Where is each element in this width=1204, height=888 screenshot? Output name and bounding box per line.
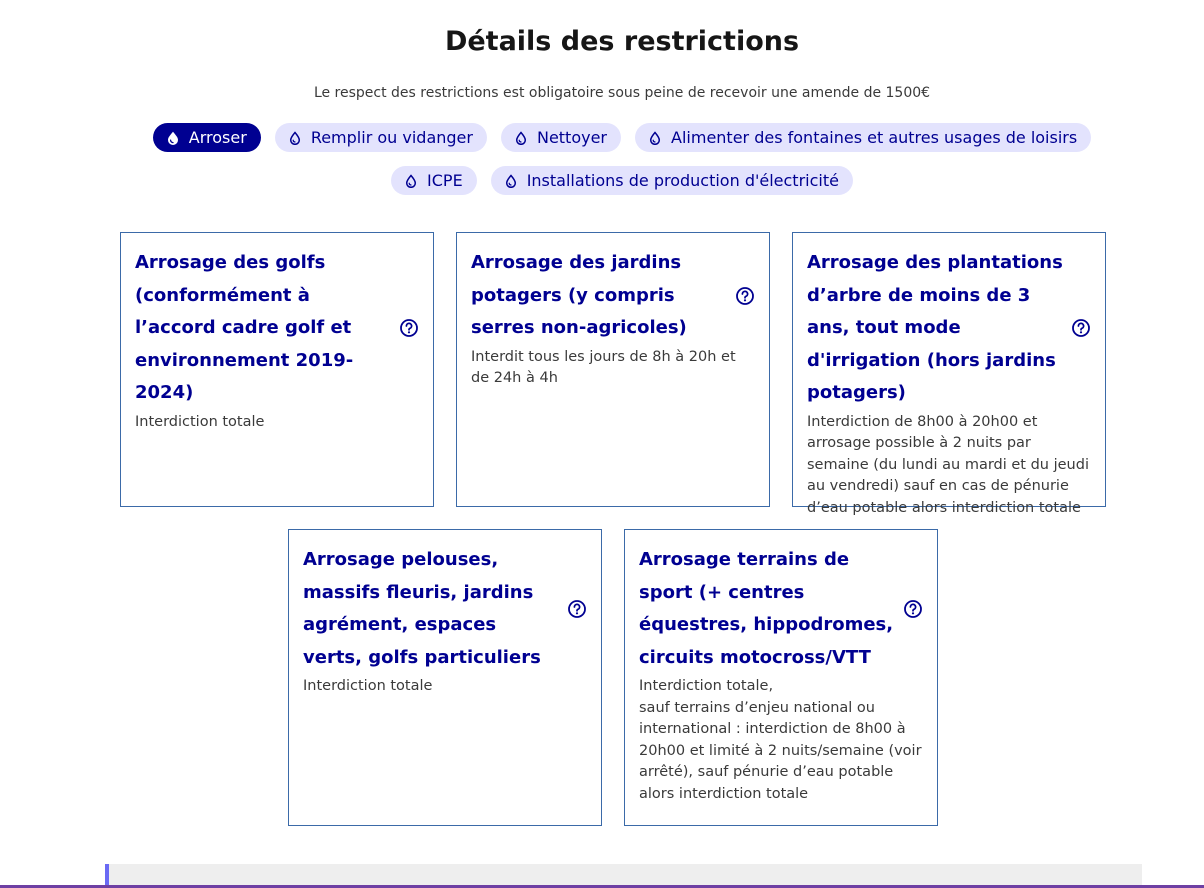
tag-nettoyer[interactable] <box>501 123 621 152</box>
water-drop-icon <box>515 131 527 145</box>
tag-label: Nettoyer <box>536 128 608 147</box>
page-title: Détails des restrictions <box>444 26 800 57</box>
card-title: Arrosage des plantations d’arbre de moins de 3 ans, tout mode d'irrigation (hors jardins potagers) <box>807 252 1063 403</box>
card-description: Interdiction totale <box>135 413 265 430</box>
tag-label: Installations de production d'électricité <box>526 171 839 190</box>
restriction-card-jardins-potagers <box>456 232 770 507</box>
question-circle-icon[interactable] <box>735 286 755 306</box>
restriction-card-pelouses <box>288 529 602 826</box>
question-circle-icon[interactable] <box>1071 318 1091 338</box>
tag-label: ICPE <box>427 171 463 190</box>
page-subtitle: Le respect des restrictions est obligatoire sous peine de recevoir une amende de 1500€ <box>313 85 931 101</box>
restriction-card-terrains-sport <box>624 529 938 826</box>
card-header <box>807 247 1091 410</box>
water-drop-icon <box>405 174 417 188</box>
card-description: Interdiction de 8h00 à 20h00 et arrosage possible à 2 nuits par semaine (du lundi au mardi et du jeudi au vendredi) sauf en cas de pénurie d’eau potable alors interdiction totale <box>807 413 1089 516</box>
card-description: Interdiction totale <box>303 678 433 694</box>
usage-tag-list <box>110 123 1134 195</box>
tag-arroser[interactable] <box>153 123 261 152</box>
card-description-line: Interdiction totale, <box>639 678 774 694</box>
question-circle-icon[interactable] <box>399 318 419 338</box>
question-circle-icon[interactable] <box>903 599 923 619</box>
tag-icpe[interactable] <box>391 166 477 195</box>
tag-label: Arroser <box>188 128 247 147</box>
tag-alimenter-fontaines[interactable] <box>635 123 1091 152</box>
card-header <box>639 544 923 674</box>
card-title: Arrosage des golfs (conformément à l’accord cadre golf et environnement 2019-2024) <box>135 252 354 403</box>
restriction-card-plantations <box>792 232 1106 516</box>
card-description <box>639 676 923 805</box>
card-description-line: sauf terrains d’enjeu national ou international : interdiction de 8h00 à 20h00 et limité à 2 nuits/semaine (voir arrêté), sauf pénurie d’eau potable alors interdiction totale <box>639 699 922 802</box>
tag-production-electricite[interactable] <box>491 166 853 195</box>
water-drop-icon <box>167 131 179 145</box>
restriction-card-golfs <box>120 232 434 507</box>
card-header <box>471 247 755 345</box>
card-header <box>135 247 419 410</box>
water-drop-icon <box>289 131 301 145</box>
tag-label: Alimenter des fontaines et autres usages de loisirs <box>671 128 1078 147</box>
water-drop-icon <box>649 131 661 145</box>
card-header <box>303 544 587 674</box>
tag-remplir-ou-vidanger[interactable] <box>275 123 487 152</box>
card-title: Arrosage terrains de sport (+ centres équestres, hippodromes, circuits motocross/VTT <box>639 549 894 668</box>
tag-label: Remplir ou vidanger <box>310 128 473 147</box>
card-description: Interdit tous les jours de 8h à 20h et de 24h à 4h <box>471 348 736 386</box>
card-title: Arrosage des jardins potagers (y compris serres non-agricoles) <box>471 252 687 338</box>
card-title: Arrosage pelouses, massifs fleuris, jardins agrément, espaces verts, golfs particuliers <box>303 549 541 668</box>
question-circle-icon[interactable] <box>567 599 587 619</box>
water-drop-icon <box>505 174 517 188</box>
